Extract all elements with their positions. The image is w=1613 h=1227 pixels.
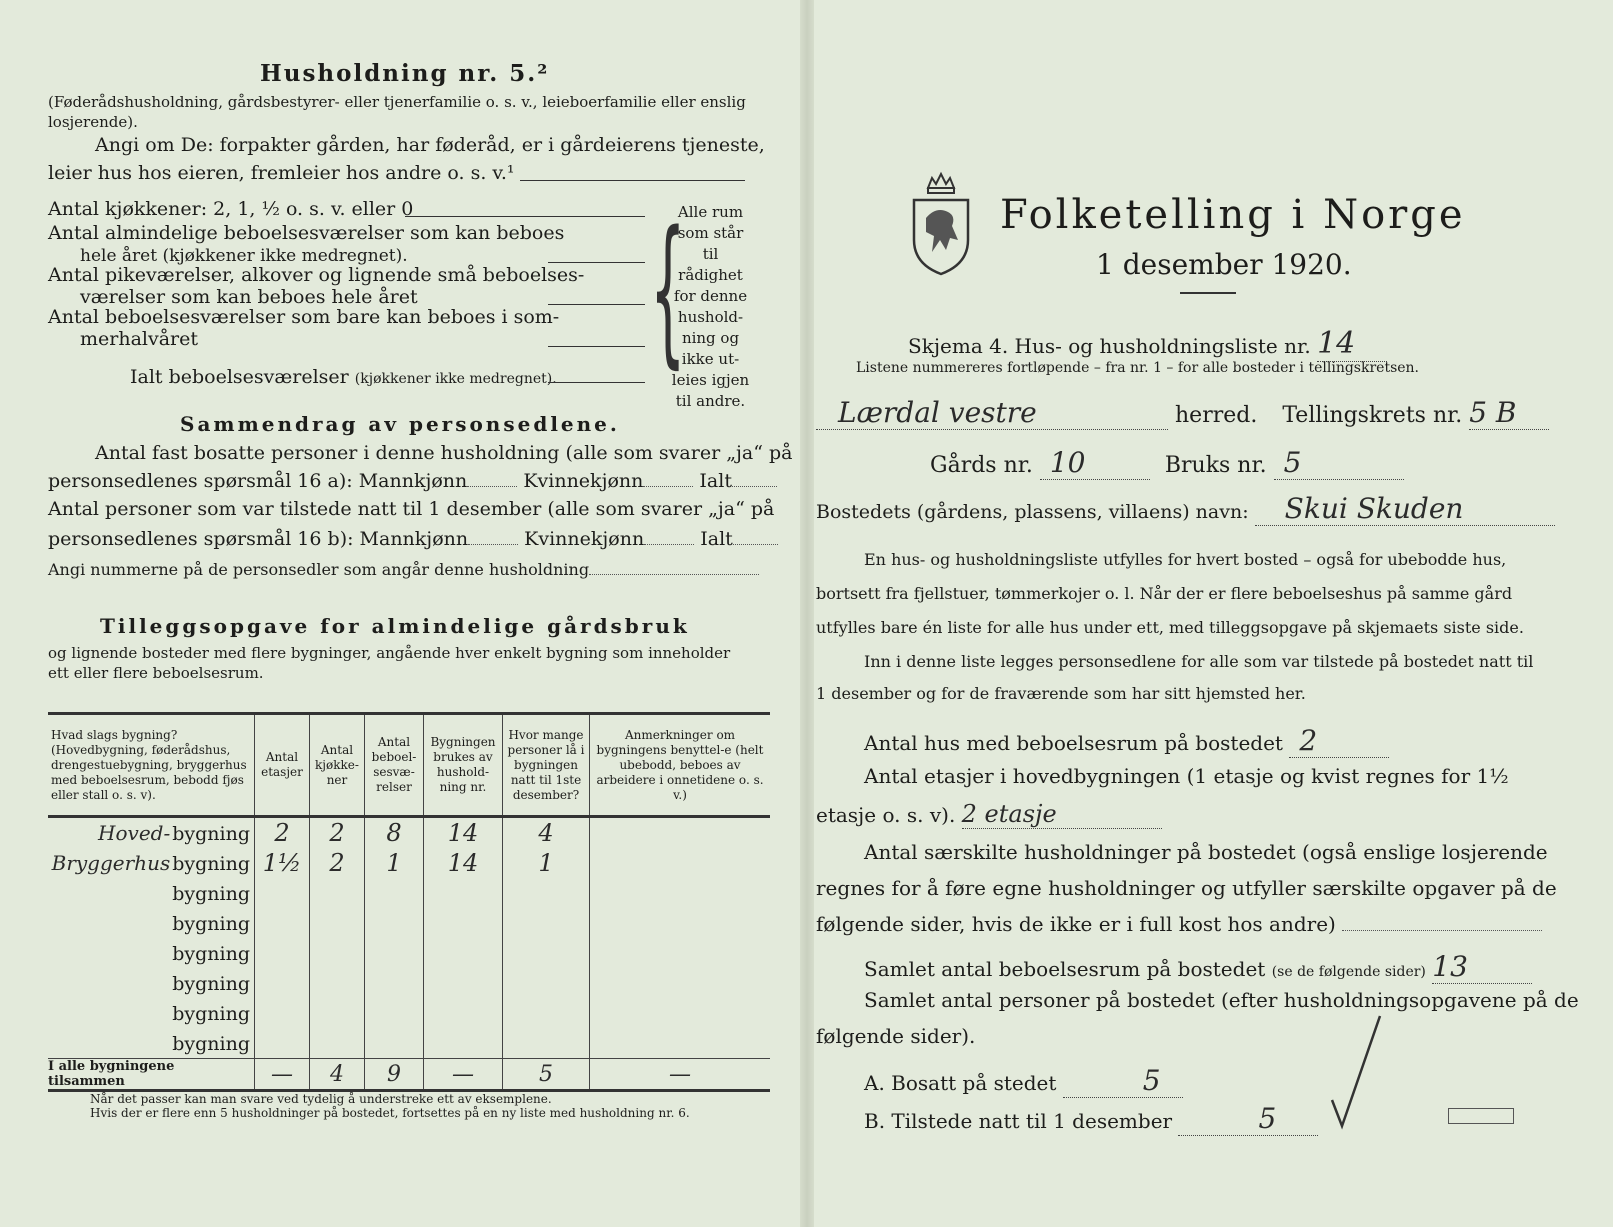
buildings-total-cell: — xyxy=(255,1059,310,1091)
building-value-cell xyxy=(365,1028,424,1059)
header-remarks: Anmerkninger om bygningens benyttel-e (helt ubebodd, beboes av arbeidere i onnetidene o. s. v.) xyxy=(590,714,771,817)
building-value-cell xyxy=(365,938,424,968)
building-label: bygning xyxy=(172,1003,250,1025)
rooms-total-text: Ialt beboelsesværelser xyxy=(130,366,349,388)
households-line-2: regnes for å føre egne husholdninger og utfyller særskilte opgaver på de xyxy=(816,876,1557,900)
household-intro: (Føderådshusholdning, gårdsbestyrer- eller tjenerfamilie o. s. v., leieboerfamilie eller enslig losjerende). xyxy=(48,93,746,131)
herred-line xyxy=(816,396,1549,430)
rooms-total-line xyxy=(548,382,645,383)
building-value-cell xyxy=(310,908,365,938)
building-value-cell xyxy=(255,908,310,938)
building-value-cell xyxy=(424,938,503,968)
building-value-cell xyxy=(590,908,771,938)
building-value-cell xyxy=(503,1028,590,1059)
side-note-line: rådighet xyxy=(678,266,743,284)
footnote-2: Hvis der er flere enn 5 husholdninger på bostedet, fortsettes på en ny liste med husholdning nr. 6. xyxy=(90,1106,690,1120)
building-row xyxy=(48,817,770,849)
header-persons: Hvor mange personer lå i bygningen natt til 1ste desember? xyxy=(503,714,590,817)
building-value-cell: 2 xyxy=(255,817,310,849)
header-rooms: Antal beboel-sesvæ-relser xyxy=(365,714,424,817)
rooms-label: Samlet antal beboelsesrum på bostedet xyxy=(864,957,1266,981)
building-label: bygning xyxy=(172,1033,250,1055)
summary-present-2 xyxy=(48,528,778,550)
gards-value: 10 xyxy=(1040,446,1150,480)
building-value-cell xyxy=(310,998,365,1028)
persons-line-2: følgende sider). xyxy=(816,1024,976,1048)
building-value-cell xyxy=(255,998,310,1028)
side-note-line: som står til xyxy=(677,224,744,263)
building-row xyxy=(48,1028,770,1059)
rooms-total-note: (kjøkkener ikke medregnet). xyxy=(354,371,557,387)
gards-label: Gårds nr. xyxy=(930,453,1033,478)
header-kitchens: Antal kjøkke-ner xyxy=(310,714,365,817)
right-page xyxy=(808,0,1613,1227)
side-note-line: ning og xyxy=(681,329,740,347)
question-line-1: Angi om De: forpakter gården, har føderåd, er i gårdeierens tjeneste, xyxy=(95,134,765,156)
summary-resident-2 xyxy=(48,470,777,492)
rooms-brace: { xyxy=(650,196,686,383)
resident-total-label: Ialt xyxy=(699,470,732,492)
building-value-cell: 2 xyxy=(310,817,365,849)
building-value-cell xyxy=(424,968,503,998)
rooms-side-note xyxy=(668,202,753,412)
building-value-cell xyxy=(424,998,503,1028)
households-line-1: Antal særskilte husholdninger på bostedet (også enslige losjerende xyxy=(864,840,1548,864)
building-value-cell xyxy=(365,998,424,1028)
summer-rooms-label-1: Antal beboelsesværelser som bare kan beboes i som- xyxy=(48,306,560,328)
households-label: følgende sider, hvis de ikke er i full kost hos andre) xyxy=(816,912,1336,936)
buildings-total-label: I alle bygningene tilsammen xyxy=(48,1059,255,1091)
schema-label: Skjema 4. Hus- og husholdningsliste nr. xyxy=(908,334,1311,358)
floors-label: etasje o. s. v). xyxy=(816,803,956,827)
numbering-note: Listene nummereres fortløpende – fra nr. 1 – for alle bosteder i tellingskretsen. xyxy=(856,360,1420,376)
building-value-cell xyxy=(590,817,771,849)
building-value-cell xyxy=(424,878,503,908)
maid-rooms-line xyxy=(548,304,645,305)
building-value-cell xyxy=(365,968,424,998)
census-date: 1 desember 1920. xyxy=(1096,248,1352,281)
supplement-title: Tilleggsopgave for almindelige gårdsbruk xyxy=(100,614,690,638)
building-type-cell xyxy=(48,1028,255,1059)
schema-nr-value: 14 xyxy=(1317,326,1387,362)
building-value-cell xyxy=(503,998,590,1028)
buildings-total-row xyxy=(48,1059,770,1091)
building-value-cell xyxy=(503,968,590,998)
building-type-cell xyxy=(48,848,255,878)
building-value-cell xyxy=(310,968,365,998)
building-value-cell: 1½ xyxy=(255,848,310,878)
building-type-cell xyxy=(48,878,255,908)
building-value-cell xyxy=(255,1028,310,1059)
coat-of-arms-icon xyxy=(906,160,976,280)
summary-present-1: Antal personer som var tilstede natt til 1 desember (alle som svarer „ja“ på xyxy=(48,498,775,520)
building-value-cell xyxy=(590,1028,771,1059)
supplement-desc-2: ett eller flere beboelsesrum. xyxy=(48,664,264,682)
building-value-cell: 14 xyxy=(424,817,503,849)
rooms-total-label xyxy=(130,366,557,388)
kitchens-line xyxy=(405,216,645,217)
buildings-total-cell: — xyxy=(424,1059,503,1091)
houses-label: Antal hus med beboelsesrum på bostedet xyxy=(864,731,1283,755)
building-label: bygning xyxy=(172,913,250,935)
building-type-cell xyxy=(48,998,255,1028)
building-row xyxy=(48,938,770,968)
side-note-line: for denne xyxy=(673,287,748,305)
bosted-line xyxy=(816,492,1555,526)
krets-label: Tellingskrets nr. xyxy=(1282,403,1463,428)
building-row xyxy=(48,848,770,878)
side-note-line: hushold- xyxy=(677,308,744,326)
summary-title: Sammendrag av personsedlene. xyxy=(180,412,620,436)
instructions-5: 1 desember og for de fraværende som har sitt hjemsted her. xyxy=(816,684,1306,703)
building-value-cell xyxy=(424,1028,503,1059)
footnote-1: Når det passer kan man svare ved tydelig å understreke ett av eksemplene. xyxy=(90,1092,552,1106)
floors-line-2 xyxy=(816,800,1162,829)
building-value-cell: 14 xyxy=(424,848,503,878)
resident-line xyxy=(864,1064,1183,1098)
building-row xyxy=(48,878,770,908)
building-value-cell xyxy=(310,878,365,908)
building-value-cell xyxy=(590,878,771,908)
floors-line-1: Antal etasjer i hovedbygningen (1 etasje og kvist regnes for 1½ xyxy=(864,764,1509,788)
instructions-4: Inn i denne liste legges personsedlene for alle som var tilstede på bostedet natt til xyxy=(864,652,1534,671)
building-type-cell xyxy=(48,938,255,968)
building-value-cell: 8 xyxy=(365,817,424,849)
census-title: Folketelling i Norge xyxy=(1000,192,1466,238)
instructions-3: utfylles bare én liste for alle hus under ett, med tilleggsopgave på skjemaets siste side. xyxy=(816,618,1524,637)
summary-numbers xyxy=(48,560,759,579)
building-value-cell xyxy=(503,938,590,968)
building-value-cell: 2 xyxy=(310,848,365,878)
building-value-cell: 4 xyxy=(503,817,590,849)
building-label: bygning xyxy=(172,883,250,905)
ordinary-rooms-label-2: hele året (kjøkkener ikke medregnet). xyxy=(80,246,408,266)
building-value-cell xyxy=(255,938,310,968)
instructions-2: bortsett fra fjellstuer, tømmerkojer o. l. Når der er flere beboelseshus på samme gård xyxy=(816,584,1513,603)
side-note-line: ikke ut- xyxy=(681,350,740,368)
summary-resident-1: Antal fast bosatte personer i denne husholdning (alle som svarer „ja“ på xyxy=(95,442,793,464)
ordinary-rooms-line xyxy=(548,262,645,263)
building-row xyxy=(48,998,770,1028)
printer-stamp xyxy=(1448,1108,1514,1124)
side-note-line: leies igjen xyxy=(671,371,750,389)
present-label: B. Tilstede natt til 1 desember xyxy=(864,1109,1173,1133)
building-value-cell xyxy=(590,968,771,998)
present-line xyxy=(864,1102,1318,1136)
buildings-table xyxy=(48,712,770,1092)
bosted-value: Skui Skuden xyxy=(1255,492,1555,526)
question-answer-line xyxy=(520,180,745,181)
check-mark-icon xyxy=(1328,1010,1388,1130)
present-total-label: Ialt xyxy=(700,528,733,550)
title-rule xyxy=(1180,292,1236,294)
building-value-cell xyxy=(503,908,590,938)
summer-rooms-label-2: merhalvåret xyxy=(80,328,199,350)
maid-rooms-label-2: værelser som kan beboes hele året xyxy=(80,286,418,308)
supplement-desc-1: og lignende bosteder med flere bygninger, angående hver enkelt bygning som inneholder xyxy=(48,644,731,662)
building-value-cell xyxy=(255,878,310,908)
building-value-cell xyxy=(503,878,590,908)
persons-line-1: Samlet antal personer på bostedet (efter husholdningsopgavene på de xyxy=(864,988,1579,1012)
building-row xyxy=(48,968,770,998)
resident-value: 5 xyxy=(1063,1064,1183,1098)
rooms-line xyxy=(864,950,1532,984)
kitchens-label: Antal kjøkkener: 2, 1, ½ o. s. v. eller 0 xyxy=(48,198,414,220)
building-value-cell xyxy=(310,1028,365,1059)
present-female-label: Kvinnekjønn xyxy=(524,528,645,550)
instructions-1: En hus- og husholdningsliste utfylles for hvert bosted – også for ubebodde hus, xyxy=(864,550,1507,569)
summer-rooms-line xyxy=(548,346,645,347)
building-value-cell xyxy=(310,938,365,968)
building-type-value: Hoved- xyxy=(98,821,171,845)
building-value-cell xyxy=(365,908,424,938)
rooms-value: 13 xyxy=(1432,950,1532,984)
building-type-cell xyxy=(48,908,255,938)
resident-label: A. Bosatt på stedet xyxy=(864,1071,1057,1095)
question-line-2: leier hus hos eieren, fremleier hos andre o. s. v.¹ xyxy=(48,162,515,184)
bruks-label: Bruks nr. xyxy=(1164,453,1267,478)
building-type-cell xyxy=(48,968,255,998)
present-value: 5 xyxy=(1178,1102,1318,1136)
herred-label: herred. xyxy=(1175,403,1258,428)
building-value-cell xyxy=(590,938,771,968)
resident-female-label: Kvinnekjønn xyxy=(523,470,644,492)
floors-value: 2 etasje xyxy=(962,800,1162,829)
maid-rooms-label-1: Antal pikeværelser, alkover og lignende små beboelses- xyxy=(48,264,585,286)
building-label: bygning xyxy=(172,943,250,965)
building-value-cell xyxy=(590,998,771,1028)
header-floors: Antal etasjer xyxy=(255,714,310,817)
building-value-cell: 1 xyxy=(503,848,590,878)
rooms-note: (se de følgende sider) xyxy=(1271,964,1426,980)
buildings-total-cell: — xyxy=(590,1059,771,1091)
bruks-value: 5 xyxy=(1274,446,1404,480)
building-type-value: Bryggerhus xyxy=(51,851,171,875)
bosted-label: Bostedets (gårdens, plassens, villaens) navn: xyxy=(816,501,1249,523)
krets-value: 5 B xyxy=(1469,396,1549,430)
buildings-total-cell: 9 xyxy=(365,1059,424,1091)
summary-numbers-label: Angi nummerne på de personsedler som angår denne husholdning xyxy=(48,560,590,579)
building-value-cell xyxy=(255,968,310,998)
household-title: Husholdning nr. 5.² xyxy=(260,60,550,87)
building-label: bygning xyxy=(172,853,250,875)
building-label: bygning xyxy=(172,973,250,995)
header-household-nr: Bygningen brukes av hushold-ning nr. xyxy=(424,714,503,817)
building-row xyxy=(48,908,770,938)
present-male-label: personsedlenes spørsmål 16 b): Mannkjønn xyxy=(48,528,469,550)
building-value-cell xyxy=(365,878,424,908)
buildings-total-cell: 4 xyxy=(310,1059,365,1091)
building-type-cell xyxy=(48,817,255,849)
houses-line xyxy=(864,724,1389,758)
schema-line xyxy=(908,326,1387,362)
resident-male-label: personsedlenes spørsmål 16 a): Mannkjønn xyxy=(48,470,468,492)
houses-value: 2 xyxy=(1289,724,1389,758)
header-building-type: Hvad slags bygning? (Hovedbygning, føderådshus, drengestuebygning, bryggerhus med beboelsesrum, bebodd fjøs eller stall o. s. v). xyxy=(51,727,247,802)
building-value-cell xyxy=(590,848,771,878)
households-line-3 xyxy=(816,912,1542,936)
building-value-cell: 1 xyxy=(365,848,424,878)
herred-value: Lærdal vestre xyxy=(816,396,1168,430)
building-label: bygning xyxy=(172,823,250,845)
buildings-table-header xyxy=(48,714,770,817)
building-value-cell xyxy=(424,908,503,938)
gards-line xyxy=(930,446,1404,480)
side-note-line: til andre. xyxy=(675,392,746,410)
side-note-line: Alle rum xyxy=(677,203,744,221)
buildings-total-cell: 5 xyxy=(503,1059,590,1091)
ordinary-rooms-label-1: Antal almindelige beboelsesværelser som kan beboes xyxy=(48,222,565,244)
